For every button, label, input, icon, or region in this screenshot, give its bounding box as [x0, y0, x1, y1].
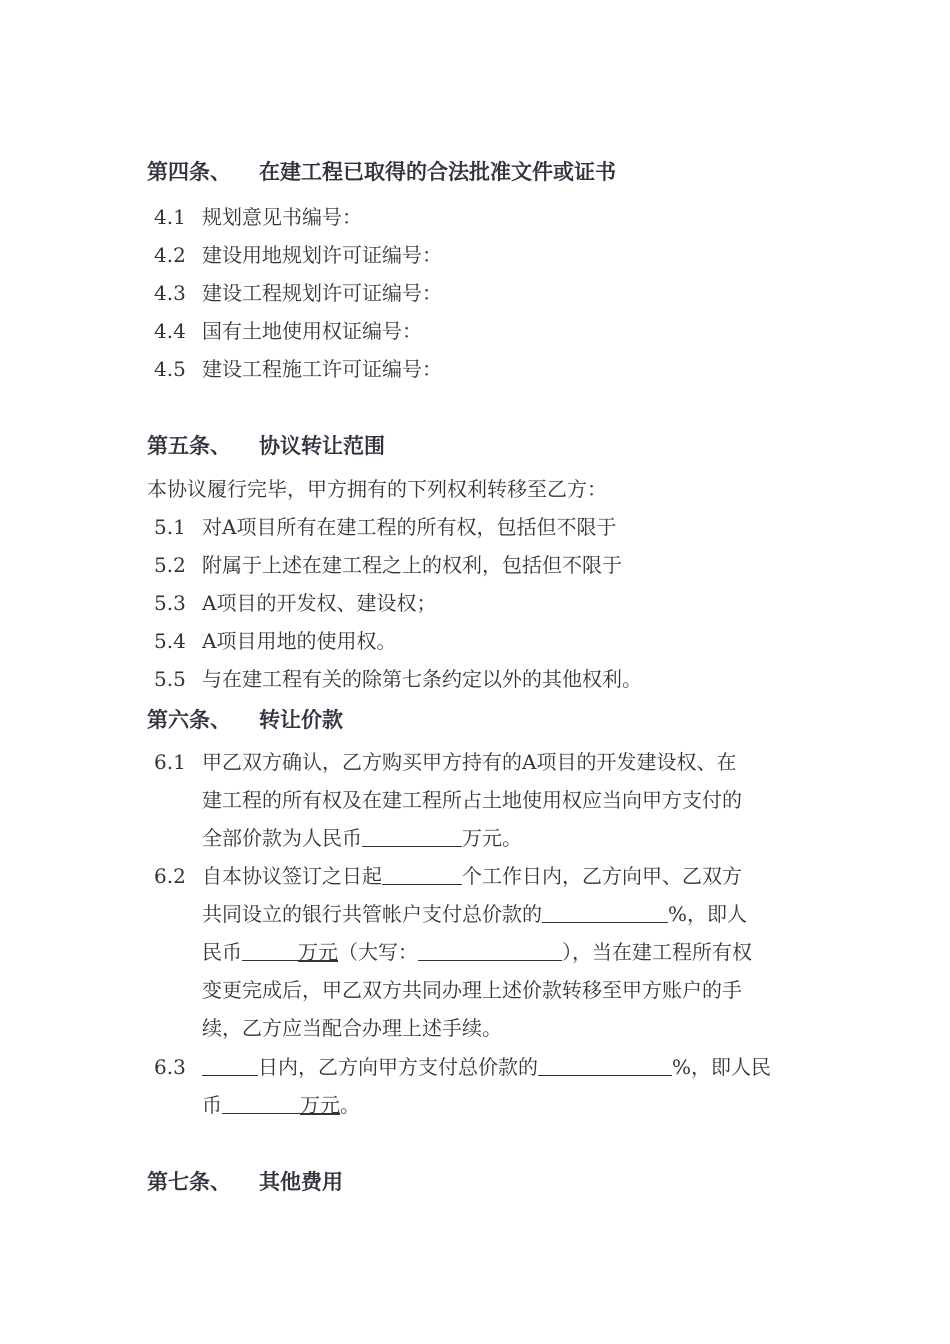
- clause-number: 4.3: [154, 281, 186, 305]
- article-number: 第七条、: [147, 1170, 231, 1194]
- clause-text: 日内，乙方向甲方支付总价款的: [258, 1055, 538, 1079]
- clause-text: ），当在建工程所有权: [562, 940, 752, 964]
- clause-text: 全部价款为人民币: [202, 826, 362, 850]
- clause-6-2-line-3: [202, 936, 752, 965]
- article-number: 第五条、: [147, 434, 231, 458]
- clause-4-1: [154, 201, 362, 230]
- clause-number: 5.3: [154, 591, 186, 615]
- clause-number: 5.1: [154, 515, 186, 539]
- clause-4-4: [154, 315, 422, 344]
- clause-number: 4.5: [154, 357, 186, 381]
- clause-6-1: [154, 746, 736, 775]
- days-blank[interactable]: [382, 866, 462, 885]
- clause-6-1-line-3: [202, 822, 522, 851]
- amount-blank[interactable]: [242, 942, 298, 961]
- clause-number: 4.1: [154, 205, 186, 229]
- clause-number: 4.2: [154, 243, 186, 267]
- clause-text: 附属于上述在建工程之上的权利，包括但不限于: [202, 553, 622, 577]
- clause-6-2: [154, 860, 742, 889]
- article-6-heading: [147, 704, 343, 734]
- article-5-intro: 本协议履行完毕，甲方拥有的下列权利转移至乙方：: [147, 477, 607, 501]
- clause-number: 6.2: [154, 864, 186, 888]
- clause-4-3: [154, 277, 442, 306]
- clause-text: %，即人: [668, 902, 748, 926]
- clause-5-2: [154, 549, 622, 578]
- article-title: 其他费用: [259, 1170, 343, 1194]
- article-title: 协议转让范围: [259, 434, 385, 458]
- clause-text: （大写：: [338, 940, 418, 964]
- clause-text: 规划意见书编号：: [202, 205, 362, 229]
- clause-text: 与在建工程有关的除第七条约定以外的其他权利。: [202, 667, 642, 691]
- clause-text: A项目的开发权、建设权；: [202, 591, 437, 615]
- clause-text: 个工作日内，乙方向甲、乙双方: [462, 864, 742, 888]
- clause-5-3: [154, 587, 436, 616]
- clause-text: 共同设立的银行共管帐户支付总价款的: [202, 902, 542, 926]
- clause-text: 国有土地使用权证编号：: [202, 319, 422, 343]
- clause-6-3-line-2: [202, 1089, 360, 1118]
- clause-number: 5.5: [154, 667, 186, 691]
- clause-5-4: [154, 625, 396, 654]
- clause-5-1: [154, 511, 616, 540]
- clause-text: 币: [202, 1093, 222, 1117]
- clause-6-2-line-2: [202, 898, 747, 927]
- clause-text: 民币: [202, 940, 242, 964]
- clause-6-1-line-2: 建工程的所有权及在建工程所占土地使用权应当向甲方支付的: [202, 788, 742, 812]
- price-blank[interactable]: [362, 828, 462, 847]
- clause-number: 4.4: [154, 319, 186, 343]
- days-blank[interactable]: [202, 1057, 258, 1076]
- clause-text: 自本协议签订之日起: [202, 864, 382, 888]
- clause-text: %，即人民: [672, 1055, 772, 1079]
- clause-text: 万元: [298, 940, 338, 964]
- clause-4-5: [154, 353, 442, 382]
- article-5-heading: [147, 430, 385, 460]
- clause-text: 万元: [300, 1093, 340, 1117]
- percent-blank[interactable]: [538, 1057, 672, 1076]
- article-title: 在建工程已取得的合法批准文件或证书: [259, 160, 616, 184]
- clause-5-5: [154, 663, 642, 692]
- clause-number: 5.4: [154, 629, 186, 653]
- clause-6-2-line-5: 续，乙方应当配合办理上述手续。: [202, 1016, 502, 1040]
- article-4-heading: [147, 156, 616, 186]
- clause-4-2: [154, 239, 442, 268]
- article-number: 第四条、: [147, 160, 231, 184]
- clause-text: 建设工程规划许可证编号：: [202, 281, 442, 305]
- clause-number: 6.3: [154, 1055, 186, 1079]
- clause-number: 6.1: [154, 750, 186, 774]
- clause-text: 建设用地规划许可证编号：: [202, 243, 442, 267]
- percent-blank[interactable]: [542, 904, 668, 923]
- clause-6-2-line-4: 变更完成后，甲乙双方共同办理上述价款转移至甲方账户的手: [202, 978, 742, 1002]
- clause-text: 万元。: [462, 826, 522, 850]
- article-title: 转让价款: [259, 708, 343, 732]
- clause-number: 5.2: [154, 553, 186, 577]
- article-number: 第六条、: [147, 708, 231, 732]
- amount-blank[interactable]: [222, 1095, 300, 1114]
- clause-text: 。: [340, 1093, 360, 1117]
- amount-words-blank[interactable]: [418, 942, 562, 961]
- clause-text: 建设工程施工许可证编号：: [202, 357, 442, 381]
- clause-text: A项目用地的使用权。: [202, 629, 397, 653]
- article-7-heading: [147, 1166, 343, 1196]
- clause-text: 甲乙双方确认，乙方购买甲方持有的A项目的开发建设权、在: [202, 750, 737, 774]
- clause-6-3: [154, 1051, 771, 1080]
- clause-text: 对A项目所有在建工程的所有权，包括但不限于: [202, 515, 617, 539]
